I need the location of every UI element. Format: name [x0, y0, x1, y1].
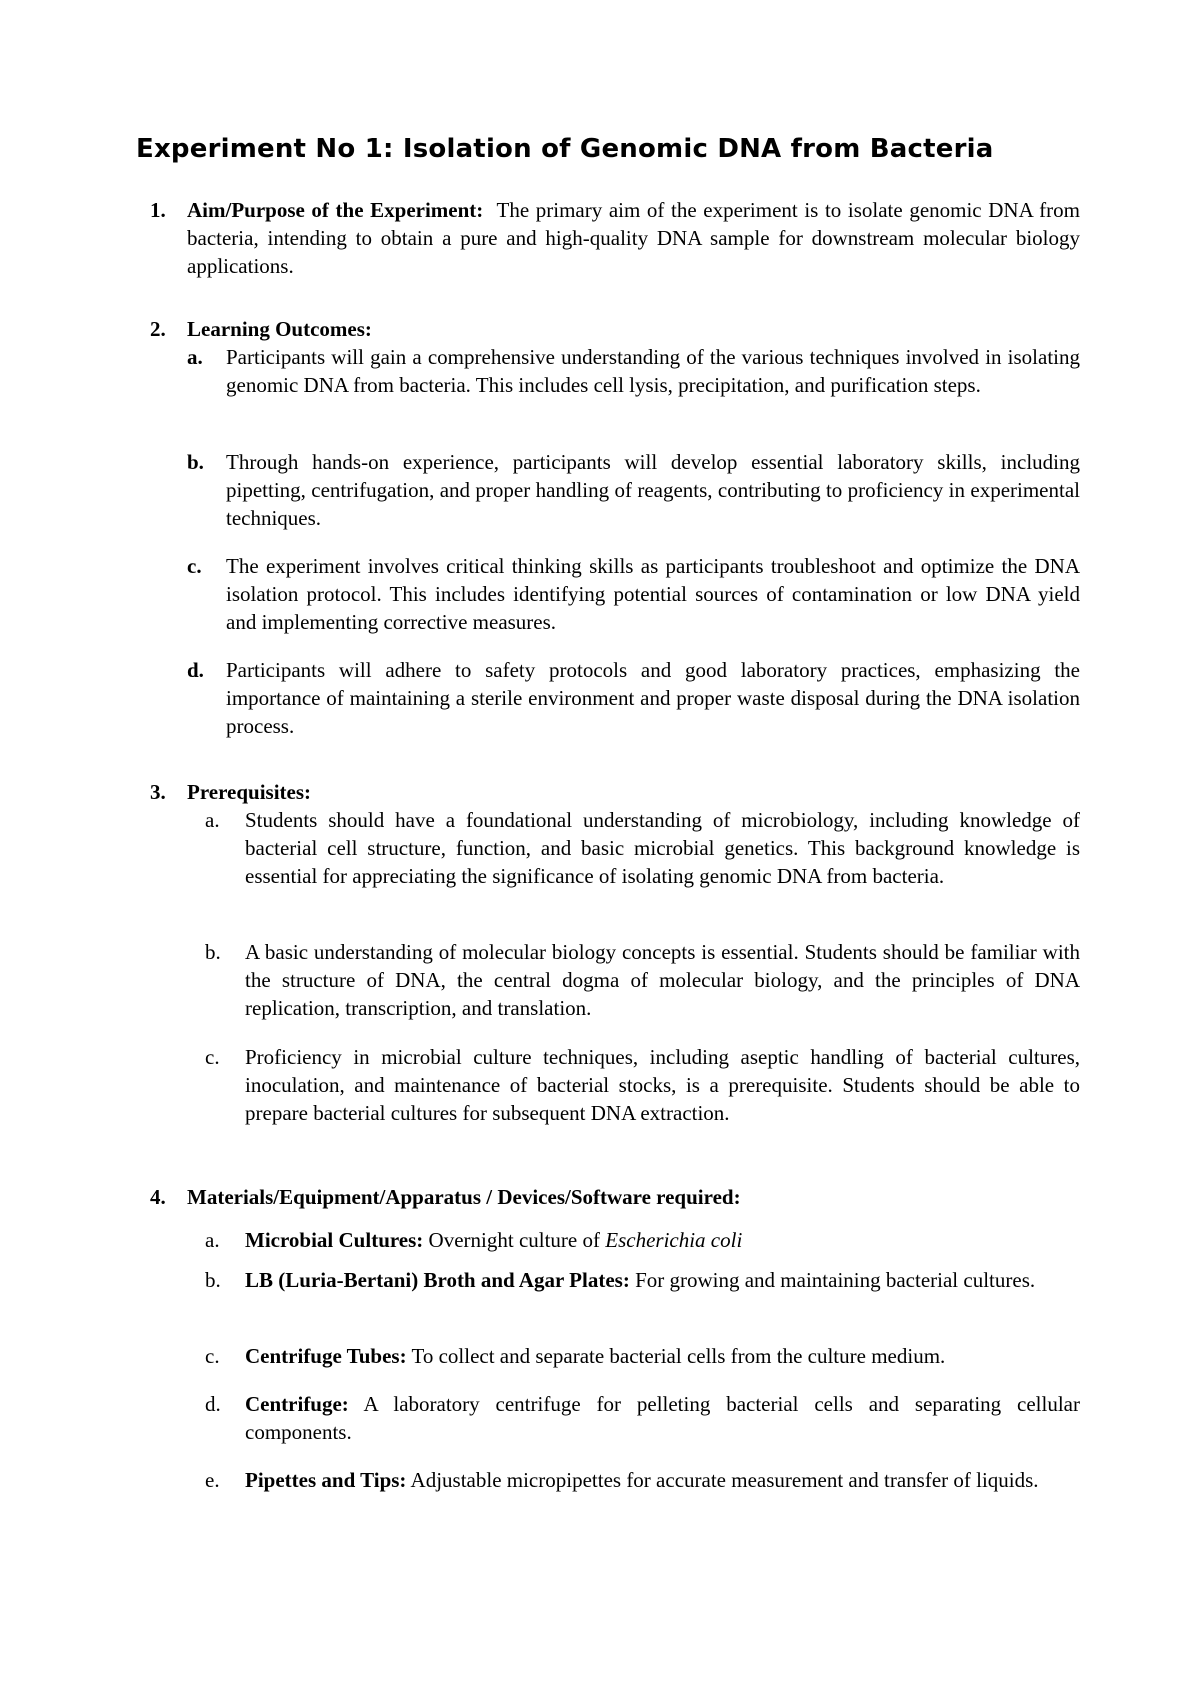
list-marker: c. [187, 554, 202, 578]
section-heading: Aim/Purpose of the Experiment: [187, 198, 484, 222]
list-marker: d. [187, 658, 204, 682]
list-item-text [245, 1226, 1080, 1254]
list-item-text: Students should have a foundational understanding of microbiology, including knowledge of bacterial cell structure, function, and basic microbial genetics. This background knowledge is essential for appreciating the significance of isolating genomic DNA from bacteria. [245, 808, 1080, 888]
list-item [187, 552, 1080, 636]
list-item [205, 1466, 1080, 1494]
material-description: A laboratory centrifuge for pelleting bacterial cells and separating cellular components. [245, 1392, 1080, 1444]
section-aim [150, 196, 1080, 280]
list-item [187, 656, 1080, 740]
material-description: For growing and maintaining bacterial cultures. [635, 1268, 1036, 1292]
list-marker: b. [205, 1268, 221, 1292]
list-item-text: Through hands-on experience, participants will develop essential laboratory skills, including pipetting, centrifugation, and proper handling of reagents, contributing to proficiency in experimental techniques. [226, 450, 1080, 530]
section-heading: Prerequisites: [187, 780, 312, 804]
section-heading-line [187, 315, 1080, 343]
section-number: 1. [150, 198, 166, 222]
section-number: 4. [150, 1185, 166, 1209]
section-number: 2. [150, 317, 166, 341]
list-item-text [245, 1466, 1080, 1494]
material-label: Centrifuge Tubes: [245, 1344, 407, 1368]
section-heading-line [187, 778, 1080, 806]
list-item [205, 1043, 1080, 1127]
section-aim-body [187, 196, 1080, 280]
list-item-text [245, 1266, 1080, 1294]
organism-name: Escherichia coli [605, 1228, 743, 1252]
section-materials [150, 1183, 1080, 1211]
material-label: LB (Luria-Bertani) Broth and Agar Plates: [245, 1268, 630, 1292]
section-number: 3. [150, 780, 166, 804]
list-item-text: The experiment involves critical thinking skills as participants troubleshoot and optimize the DNA isolation protocol. This includes identifying potential sources of contamination or low DNA yield and implementing corrective measures. [226, 554, 1080, 634]
list-marker: d. [205, 1392, 221, 1416]
page-title: Experiment No 1: Isolation of Genomic DNA from Bacteria [136, 134, 994, 164]
list-marker: e. [205, 1468, 220, 1492]
list-marker: b. [205, 940, 221, 964]
section-learning-outcomes [150, 315, 1080, 343]
material-label: Pipettes and Tips: [245, 1468, 407, 1492]
list-item-text [245, 1390, 1080, 1446]
section-heading: Materials/Equipment/Apparatus / Devices/Software required: [187, 1185, 741, 1209]
section-heading-line [187, 1183, 1080, 1211]
list-item-text [245, 1342, 1080, 1370]
list-item [205, 938, 1080, 1022]
list-item-text: Participants will gain a comprehensive understanding of the various techniques involved in isolating genomic DNA from bacteria. This includes cell lysis, precipitation, and purification steps. [226, 345, 1080, 397]
list-item [205, 1226, 1080, 1254]
material-label: Centrifuge: [245, 1392, 349, 1416]
material-description: Overnight culture of [428, 1228, 600, 1252]
material-label: Microbial Cultures: [245, 1228, 424, 1252]
list-item-text: A basic understanding of molecular biology concepts is essential. Students should be familiar with the structure of DNA, the central dogma of molecular biology, and the principles of DNA replication, transcription, and translation. [245, 940, 1080, 1020]
list-item-text: Participants will adhere to safety protocols and good laboratory practices, emphasizing the importance of maintaining a sterile environment and proper waste disposal during the DNA isolation process. [226, 658, 1080, 738]
list-marker: a. [205, 808, 220, 832]
list-item-text: Proficiency in microbial culture techniques, including aseptic handling of bacterial cultures, inoculation, and maintenance of bacterial stocks, is a prerequisite. Students should be able to prepare bacterial cultures for subsequent DNA extraction. [245, 1045, 1080, 1125]
section-heading: Learning Outcomes: [187, 317, 372, 341]
list-marker: c. [205, 1344, 220, 1368]
list-item [205, 1342, 1080, 1370]
list-marker: a. [187, 345, 203, 369]
list-marker: a. [205, 1228, 220, 1252]
list-item [205, 806, 1080, 890]
list-item [205, 1266, 1080, 1294]
material-description: Adjustable micropipettes for accurate measurement and transfer of liquids. [410, 1468, 1039, 1492]
section-prerequisites [150, 778, 1080, 806]
list-item [205, 1390, 1080, 1446]
material-description: To collect and separate bacterial cells from the culture medium. [411, 1344, 946, 1368]
list-item [187, 343, 1080, 399]
list-item [187, 448, 1080, 532]
list-marker: b. [187, 450, 204, 474]
section-aim-text: The primary aim of the experiment is to isolate genomic DNA from bacteria, intending to obtain a pure and high-quality DNA sample for downstream molecular biology applications. [187, 198, 1080, 278]
list-marker: c. [205, 1045, 220, 1069]
